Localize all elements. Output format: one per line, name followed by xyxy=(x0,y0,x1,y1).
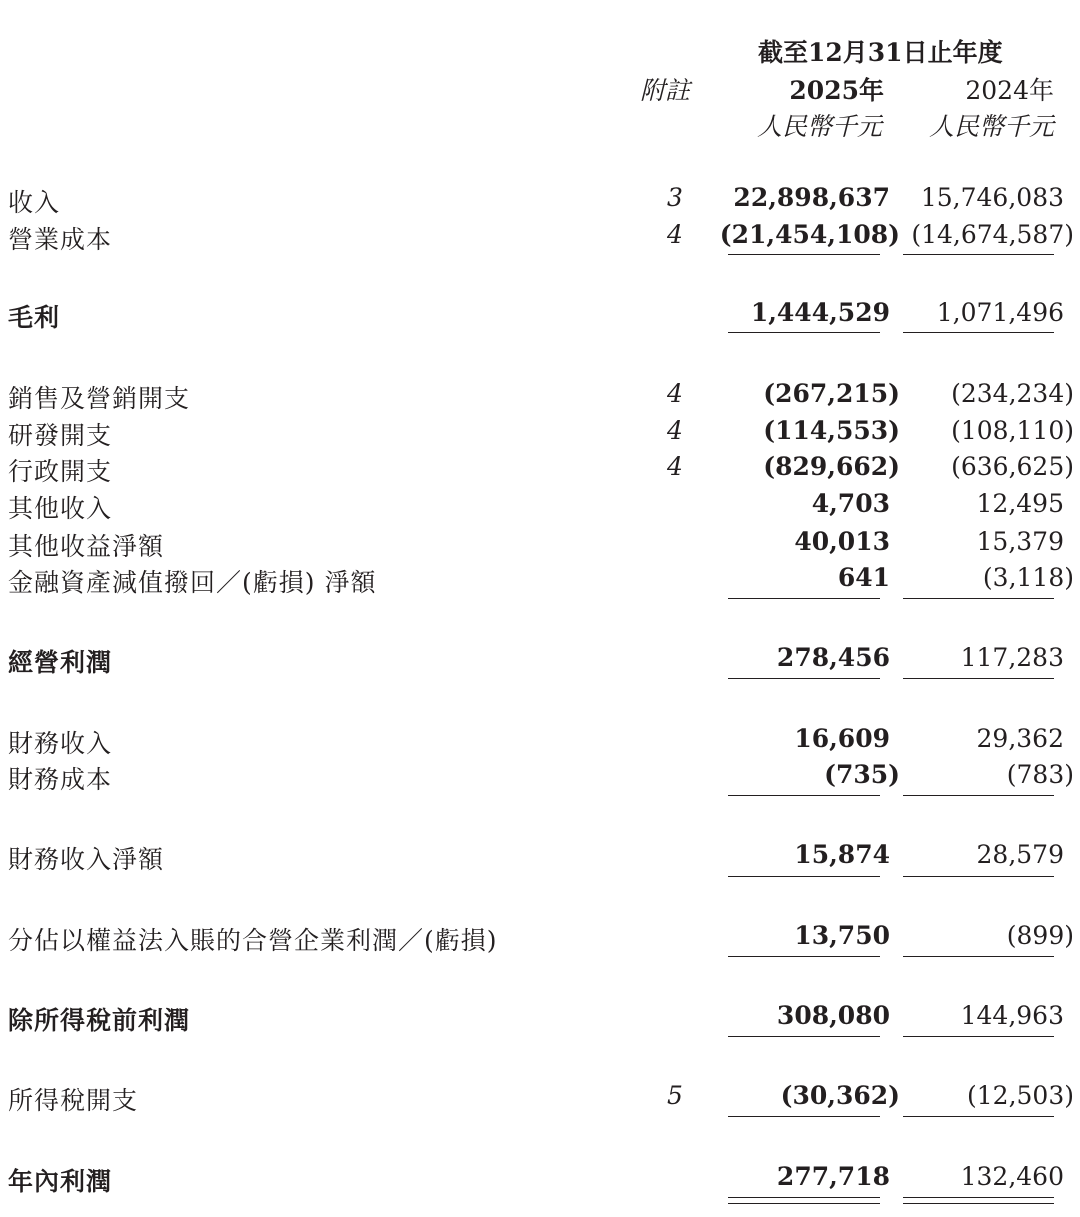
total-double-rule xyxy=(903,1197,1054,1198)
row-label-net-finance-income: 財務收入淨額 xyxy=(8,845,165,874)
row-note-income-tax: 5 xyxy=(667,1081,683,1110)
total-double-rule xyxy=(728,1203,880,1204)
row-note-selling-expenses: 4 xyxy=(667,379,683,408)
unit-current-header: 人民幣千元 xyxy=(756,112,882,141)
unit-prior-header: 人民幣千元 xyxy=(928,112,1054,141)
row-note-admin-expenses: 4 xyxy=(667,452,683,481)
row-label-other-gains: 其他收益淨額 xyxy=(8,532,165,561)
row-prior-gross-profit: 1,071,496 xyxy=(936,298,1064,327)
row-label-impairment: 金融資產減值撥回／(虧損) 淨額 xyxy=(8,568,377,597)
subtotal-rule xyxy=(903,254,1054,255)
subtotal-rule xyxy=(728,598,880,599)
subtotal-rule xyxy=(728,1116,880,1117)
row-current-net-finance-income: 15,874 xyxy=(794,840,890,869)
row-note-cost-of-sales: 4 xyxy=(667,220,683,249)
row-prior-other-gains: 15,379 xyxy=(976,527,1064,556)
subtotal-rule xyxy=(728,678,880,679)
row-current-revenue: 22,898,637 xyxy=(733,183,890,212)
row-current-selling-expenses: (267,215) xyxy=(763,379,900,408)
subtotal-rule xyxy=(728,795,880,796)
row-current-operating-profit: 278,456 xyxy=(776,643,890,672)
row-label-income-tax: 所得稅開支 xyxy=(8,1086,139,1115)
subtotal-rule xyxy=(903,876,1054,877)
row-prior-share-of-jv: (899) xyxy=(1006,921,1074,950)
row-label-profit-for-year: 年內利潤 xyxy=(8,1167,113,1196)
row-label-selling-expenses: 銷售及營銷開支 xyxy=(8,384,191,413)
row-note-rnd-expenses: 4 xyxy=(667,416,683,445)
subtotal-rule xyxy=(728,876,880,877)
row-prior-profit-before-tax: 144,963 xyxy=(960,1001,1064,1030)
row-current-income-tax: (30,362) xyxy=(780,1081,900,1110)
row-prior-profit-for-year: 132,460 xyxy=(960,1162,1064,1191)
row-prior-finance-costs: (783) xyxy=(1006,760,1074,789)
row-label-operating-profit: 經營利潤 xyxy=(8,648,113,677)
row-current-other-income: 4,703 xyxy=(811,489,890,518)
row-prior-operating-profit: 117,283 xyxy=(960,643,1064,672)
row-prior-admin-expenses: (636,625) xyxy=(951,452,1074,481)
row-label-finance-costs: 財務成本 xyxy=(8,765,113,794)
row-current-share-of-jv: 13,750 xyxy=(794,921,890,950)
row-note-revenue: 3 xyxy=(667,183,683,212)
row-prior-revenue: 15,746,083 xyxy=(920,183,1064,212)
row-current-finance-costs: (735) xyxy=(824,760,900,789)
row-current-rnd-expenses: (114,553) xyxy=(763,416,900,445)
row-current-impairment: 641 xyxy=(837,563,890,592)
row-prior-rnd-expenses: (108,110) xyxy=(951,416,1074,445)
row-current-profit-for-year: 277,718 xyxy=(776,1162,890,1191)
subtotal-rule xyxy=(903,795,1054,796)
total-double-rule xyxy=(903,1203,1054,1204)
row-prior-finance-income: 29,362 xyxy=(976,724,1064,753)
note-column-header: 附註 xyxy=(640,76,691,105)
total-double-rule xyxy=(728,1197,880,1198)
subtotal-rule xyxy=(903,1116,1054,1117)
subtotal-rule xyxy=(903,598,1054,599)
subtotal-rule xyxy=(903,678,1054,679)
row-prior-net-finance-income: 28,579 xyxy=(976,840,1064,869)
subtotal-rule xyxy=(903,1036,1054,1037)
row-label-cost-of-sales: 營業成本 xyxy=(8,225,113,254)
subtotal-rule xyxy=(903,956,1054,957)
row-label-profit-before-tax: 除所得稅前利潤 xyxy=(8,1006,191,1035)
year-prior-header: 2024年 xyxy=(965,76,1054,105)
row-current-profit-before-tax: 308,080 xyxy=(776,1001,890,1030)
row-prior-other-income: 12,495 xyxy=(976,489,1064,518)
year-current-header: 2025年 xyxy=(789,76,884,105)
subtotal-rule xyxy=(728,1036,880,1037)
row-label-admin-expenses: 行政開支 xyxy=(8,457,113,486)
row-current-cost-of-sales: (21,454,108) xyxy=(719,220,900,249)
row-prior-impairment: (3,118) xyxy=(982,563,1074,592)
row-current-finance-income: 16,609 xyxy=(794,724,890,753)
row-label-rnd-expenses: 研發開支 xyxy=(8,421,113,450)
subtotal-rule xyxy=(903,332,1054,333)
row-prior-selling-expenses: (234,234) xyxy=(951,379,1074,408)
row-current-other-gains: 40,013 xyxy=(794,527,890,556)
row-current-admin-expenses: (829,662) xyxy=(763,452,900,481)
row-label-finance-income: 財務收入 xyxy=(8,729,113,758)
period-header: 截至12月31日止年度 xyxy=(758,38,1003,67)
subtotal-rule xyxy=(728,254,880,255)
subtotal-rule xyxy=(728,332,880,333)
subtotal-rule xyxy=(728,956,880,957)
row-current-gross-profit: 1,444,529 xyxy=(750,298,890,327)
row-label-share-of-jv: 分佔以權益法入賬的合營企業利潤／(虧損) xyxy=(8,926,498,955)
row-label-other-income: 其他收入 xyxy=(8,494,113,523)
row-prior-income-tax: (12,503) xyxy=(967,1081,1074,1110)
row-prior-cost-of-sales: (14,674,587) xyxy=(911,220,1074,249)
row-label-revenue: 收入 xyxy=(8,188,61,217)
row-label-gross-profit: 毛利 xyxy=(8,303,61,332)
